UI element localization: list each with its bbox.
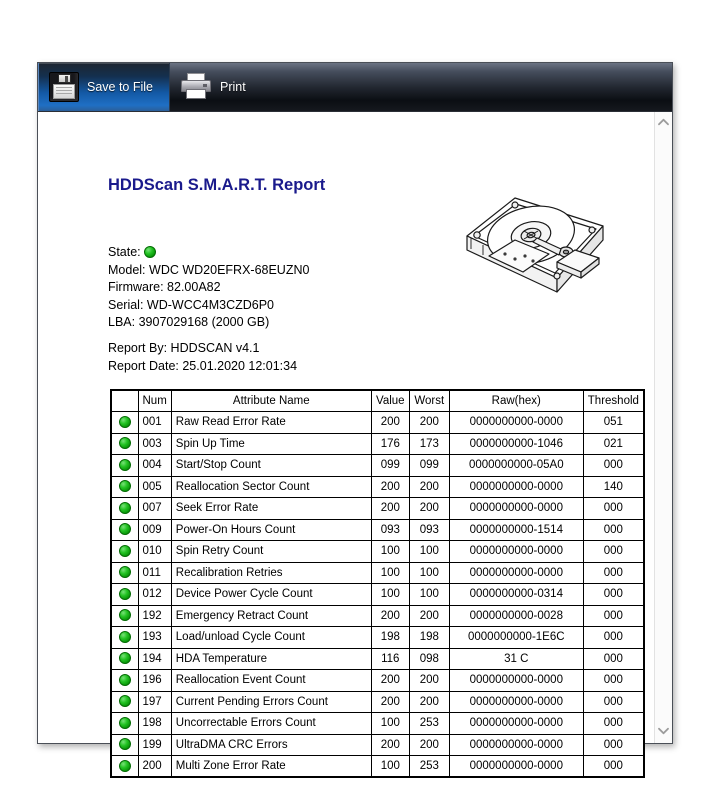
header-status (111, 390, 138, 412)
smart-table-body (111, 412, 644, 778)
table-row (111, 713, 644, 735)
report-by-value: HDDSCAN v4.1 (170, 341, 260, 355)
lba-value: 3907029168 (2000 GB) (138, 315, 270, 330)
row-status-cell (111, 648, 138, 670)
status-led-icon (119, 695, 131, 707)
row-attribute-cell: Uncorrectable Errors Count (171, 713, 371, 735)
row-status-cell (111, 433, 138, 455)
report-by-row (108, 340, 297, 358)
status-led-icon (119, 760, 131, 772)
row-attribute-cell: Seek Error Rate (171, 498, 371, 520)
scroll-up-button[interactable] (655, 114, 672, 132)
row-worst-cell: 100 (409, 584, 449, 606)
row-threshold-cell: 000 (583, 519, 644, 541)
table-row (111, 498, 644, 520)
row-value-cell: 100 (371, 541, 409, 563)
row-threshold-cell: 000 (583, 541, 644, 563)
row-status-cell (111, 541, 138, 563)
chevron-up-icon (658, 118, 669, 126)
row-worst-cell: 100 (409, 562, 449, 584)
row-attribute-cell: Spin Up Time (171, 433, 371, 455)
row-status-cell (111, 734, 138, 756)
row-value-cell: 176 (371, 433, 409, 455)
header-attribute: Attribute Name (171, 390, 371, 412)
row-worst-cell: 200 (409, 734, 449, 756)
row-value-cell: 200 (371, 691, 409, 713)
row-worst-cell: 173 (409, 433, 449, 455)
row-num-cell: 003 (138, 433, 171, 455)
row-worst-cell: 093 (409, 519, 449, 541)
row-attribute-cell: Recalibration Retries (171, 562, 371, 584)
row-value-cell: 100 (371, 562, 409, 584)
row-raw-cell: 0000000000-1046 (449, 433, 583, 455)
vertical-scrollbar[interactable] (654, 112, 672, 743)
row-value-cell: 093 (371, 519, 409, 541)
row-worst-cell: 200 (409, 691, 449, 713)
row-raw-cell: 0000000000-05A0 (449, 455, 583, 477)
status-led-icon (119, 437, 131, 449)
row-threshold-cell: 000 (583, 713, 644, 735)
row-num-cell: 198 (138, 713, 171, 735)
row-worst-cell: 200 (409, 498, 449, 520)
report-meta (108, 340, 297, 375)
device-info (108, 244, 309, 332)
lba-label: LBA: (108, 315, 136, 330)
row-raw-cell: 0000000000-0000 (449, 476, 583, 498)
row-raw-cell: 0000000000-0000 (449, 756, 583, 778)
row-attribute-cell: Power-On Hours Count (171, 519, 371, 541)
row-value-cell: 100 (371, 584, 409, 606)
row-worst-cell: 200 (409, 412, 449, 434)
row-num-cell: 009 (138, 519, 171, 541)
header-num: Num (138, 390, 171, 412)
header-worst: Worst (409, 390, 449, 412)
report-window (37, 62, 673, 772)
row-raw-cell: 0000000000-0000 (449, 498, 583, 520)
row-status-cell (111, 627, 138, 649)
status-led-icon (119, 416, 131, 428)
status-led-icon (119, 652, 131, 664)
row-threshold-cell: 021 (583, 433, 644, 455)
row-status-cell (111, 670, 138, 692)
table-row (111, 562, 644, 584)
row-num-cell: 200 (138, 756, 171, 778)
report-date-row (108, 358, 297, 376)
row-threshold-cell: 000 (583, 756, 644, 778)
row-raw-cell: 0000000000-0000 (449, 691, 583, 713)
print-button[interactable] (170, 63, 262, 111)
header-raw: Raw(hex) (449, 390, 583, 412)
table-row (111, 605, 644, 627)
row-num-cell: 011 (138, 562, 171, 584)
status-led-icon (119, 480, 131, 492)
page-title: HDDScan S.M.A.R.T. Report (108, 176, 326, 194)
status-led-icon (119, 588, 131, 600)
hard-disk-drive-illustration (453, 190, 613, 315)
row-worst-cell: 098 (409, 648, 449, 670)
serial-label: Serial: (108, 297, 144, 312)
row-value-cell: 198 (371, 627, 409, 649)
row-raw-cell: 0000000000-1E6C (449, 627, 583, 649)
smart-attributes-table (110, 389, 645, 778)
row-threshold-cell: 000 (583, 691, 644, 713)
table-row (111, 412, 644, 434)
row-threshold-cell: 000 (583, 648, 644, 670)
report-date-value: 25.01.2020 12:01:34 (182, 358, 298, 373)
row-attribute-cell: Multi Zone Error Rate (171, 756, 371, 778)
table-row (111, 476, 644, 498)
row-threshold-cell: 000 (583, 627, 644, 649)
table-row (111, 691, 644, 713)
row-status-cell (111, 562, 138, 584)
state-row (108, 244, 309, 262)
table-row (111, 670, 644, 692)
chevron-down-icon (658, 727, 669, 735)
row-worst-cell: 100 (409, 541, 449, 563)
row-value-cell: 200 (371, 412, 409, 434)
row-attribute-cell: HDA Temperature (171, 648, 371, 670)
report-date-label: Report Date: (108, 358, 179, 373)
row-raw-cell: 0000000000-0000 (449, 734, 583, 756)
table-row (111, 584, 644, 606)
scroll-down-button[interactable] (655, 723, 672, 741)
row-num-cell: 012 (138, 584, 171, 606)
table-row (111, 433, 644, 455)
row-threshold-cell: 000 (583, 734, 644, 756)
row-attribute-cell: Raw Read Error Rate (171, 412, 371, 434)
row-threshold-cell: 051 (583, 412, 644, 434)
row-attribute-cell: Reallocation Sector Count (171, 476, 371, 498)
row-status-cell (111, 519, 138, 541)
status-led-icon (119, 631, 131, 643)
row-num-cell: 010 (138, 541, 171, 563)
row-status-cell (111, 412, 138, 434)
row-raw-cell: 0000000000-0000 (449, 713, 583, 735)
state-led-icon (144, 246, 156, 258)
status-led-icon (119, 609, 131, 621)
serial-value: WD-WCC4M3CZD6P0 (146, 297, 275, 312)
table-row (111, 756, 644, 778)
row-value-cell: 200 (371, 498, 409, 520)
report-by-label: Report By: (108, 341, 168, 355)
table-row (111, 455, 644, 477)
model-value: WDC WD20EFRX-68EUZN0 (149, 262, 310, 277)
row-status-cell (111, 691, 138, 713)
status-led-icon (119, 674, 131, 686)
row-raw-cell: 0000000000-0000 (449, 412, 583, 434)
row-raw-cell: 0000000000-0314 (449, 584, 583, 606)
print-label: Print (220, 80, 246, 94)
report-page (38, 112, 654, 772)
row-num-cell: 193 (138, 627, 171, 649)
model-row (108, 262, 309, 280)
table-row (111, 541, 644, 563)
row-threshold-cell: 000 (583, 455, 644, 477)
row-raw-cell: 0000000000-0028 (449, 605, 583, 627)
row-value-cell: 100 (371, 713, 409, 735)
table-row (111, 648, 644, 670)
row-worst-cell: 198 (409, 627, 449, 649)
row-num-cell: 001 (138, 412, 171, 434)
serial-row (108, 297, 309, 315)
save-to-file-button[interactable] (38, 63, 170, 111)
row-num-cell: 004 (138, 455, 171, 477)
header-value: Value (371, 390, 409, 412)
row-status-cell (111, 476, 138, 498)
model-label: Model: (108, 262, 146, 277)
header-threshold: Threshold (583, 390, 644, 412)
printer-icon (180, 73, 212, 101)
row-value-cell: 200 (371, 476, 409, 498)
firmware-row (108, 279, 309, 297)
row-attribute-cell: Start/Stop Count (171, 455, 371, 477)
table-row (111, 627, 644, 649)
table-row (111, 519, 644, 541)
row-status-cell (111, 584, 138, 606)
status-led-icon (119, 502, 131, 514)
row-value-cell: 100 (371, 756, 409, 778)
row-attribute-cell: Reallocation Event Count (171, 670, 371, 692)
row-worst-cell: 253 (409, 713, 449, 735)
row-status-cell (111, 455, 138, 477)
row-raw-cell: 31 C (449, 648, 583, 670)
row-num-cell: 196 (138, 670, 171, 692)
toolbar (38, 63, 672, 112)
row-num-cell: 005 (138, 476, 171, 498)
row-attribute-cell: UltraDMA CRC Errors (171, 734, 371, 756)
row-raw-cell: 0000000000-0000 (449, 670, 583, 692)
status-led-icon (119, 545, 131, 557)
row-worst-cell: 253 (409, 756, 449, 778)
row-worst-cell: 200 (409, 670, 449, 692)
status-led-icon (119, 566, 131, 578)
row-num-cell: 007 (138, 498, 171, 520)
row-attribute-cell: Device Power Cycle Count (171, 584, 371, 606)
row-threshold-cell: 000 (583, 562, 644, 584)
row-attribute-cell: Spin Retry Count (171, 541, 371, 563)
row-attribute-cell: Load/unload Cycle Count (171, 627, 371, 649)
row-status-cell (111, 605, 138, 627)
row-status-cell (111, 756, 138, 778)
row-threshold-cell: 000 (583, 498, 644, 520)
row-raw-cell: 0000000000-0000 (449, 541, 583, 563)
row-num-cell: 192 (138, 605, 171, 627)
status-led-icon (119, 523, 131, 535)
row-value-cell: 116 (371, 648, 409, 670)
state-label: State: (108, 245, 141, 259)
floppy-disk-icon (49, 72, 79, 102)
firmware-label: Firmware: (108, 280, 164, 295)
row-value-cell: 200 (371, 605, 409, 627)
row-raw-cell: 0000000000-1514 (449, 519, 583, 541)
row-status-cell (111, 713, 138, 735)
row-status-cell (111, 498, 138, 520)
row-worst-cell: 099 (409, 455, 449, 477)
row-raw-cell: 0000000000-0000 (449, 562, 583, 584)
status-led-icon (119, 459, 131, 471)
row-threshold-cell: 000 (583, 605, 644, 627)
row-threshold-cell: 000 (583, 670, 644, 692)
row-worst-cell: 200 (409, 476, 449, 498)
firmware-value: 82.00A82 (167, 280, 221, 295)
row-num-cell: 199 (138, 734, 171, 756)
row-value-cell: 099 (371, 455, 409, 477)
status-led-icon (119, 717, 131, 729)
table-row (111, 734, 644, 756)
row-threshold-cell: 140 (583, 476, 644, 498)
row-worst-cell: 200 (409, 605, 449, 627)
row-value-cell: 200 (371, 734, 409, 756)
row-threshold-cell: 000 (583, 584, 644, 606)
row-attribute-cell: Current Pending Errors Count (171, 691, 371, 713)
table-header-row (111, 390, 644, 412)
row-attribute-cell: Emergency Retract Count (171, 605, 371, 627)
row-value-cell: 200 (371, 670, 409, 692)
status-led-icon (119, 738, 131, 750)
row-num-cell: 197 (138, 691, 171, 713)
row-num-cell: 194 (138, 648, 171, 670)
lba-row (108, 314, 309, 332)
save-to-file-label: Save to File (87, 80, 154, 94)
content-area (38, 112, 672, 772)
